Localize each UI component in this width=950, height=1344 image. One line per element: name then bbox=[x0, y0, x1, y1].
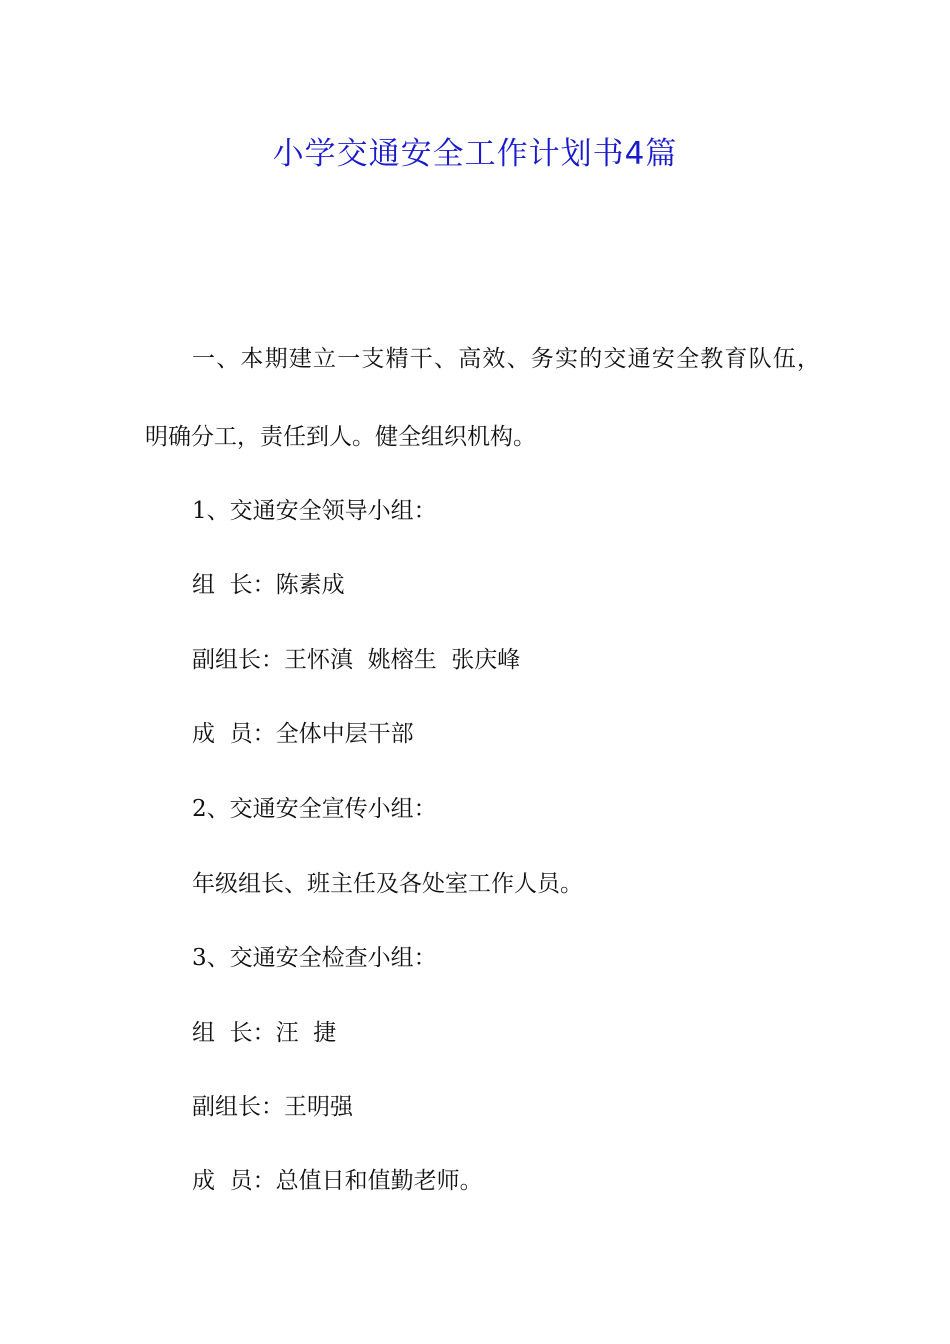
members-line: 成 员：全体中层干部 bbox=[192, 721, 414, 747]
leader-line: 组 长：陈素成 bbox=[192, 572, 345, 598]
paragraph-section-one-continued: 明确分工，责任到人。健全组织机构。 bbox=[145, 424, 536, 450]
inspection-deputy-line: 副组长：王明强 bbox=[192, 1094, 353, 1120]
inspection-leader-line: 组 长：汪 捷 bbox=[192, 1020, 337, 1046]
inspection-members-line: 成 员：总值日和值勤老师。 bbox=[192, 1168, 483, 1194]
deputy-leader-line: 副组长：王怀滇 姚榕生 张庆峰 bbox=[192, 647, 521, 673]
paragraph-section-one: 一、本期建立一支精干、高效、务实的交通安全教育队伍， bbox=[192, 346, 822, 372]
item-publicity-group: 2、交通安全宣传小组： bbox=[192, 796, 437, 822]
item-leadership-group: 1、交通安全领导小组： bbox=[192, 498, 437, 524]
publicity-members-line: 年级组长、班主任及各处室工作人员。 bbox=[192, 871, 583, 897]
document-title: 小学交通安全工作计划书4篇 bbox=[272, 136, 678, 172]
item-inspection-group: 3、交通安全检查小组： bbox=[192, 945, 437, 971]
